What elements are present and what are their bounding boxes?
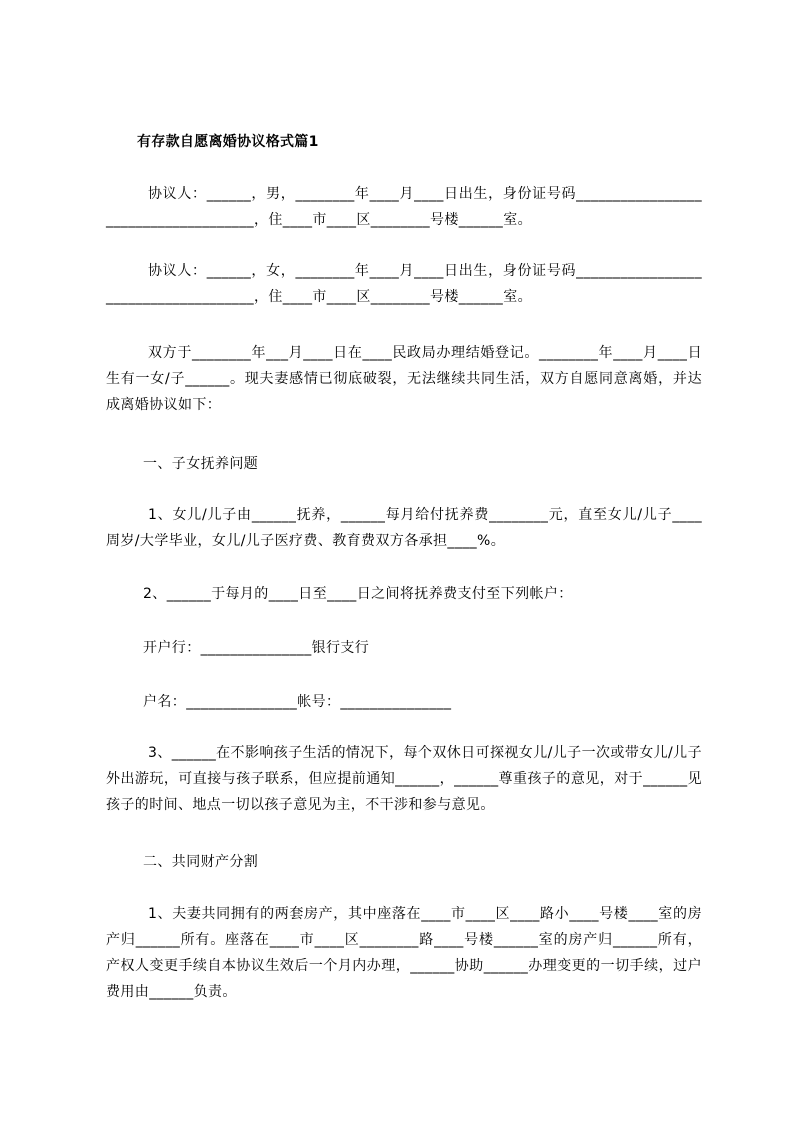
document-title: 有存款自愿离婚协议格式篇1 — [137, 134, 319, 150]
property-item-1: 1、夫妻共同拥有的两套房产，其中座落在____市____区____路小____号楼____室的房产归______所有。座落在____市____区________路____号楼______室的房产归______所有，产权人变更手续自本协议生效后一个月内办理，______协助______办理变更的一切手续，过户费用由______负责。 — [106, 906, 702, 1000]
section1-heading: 一、子女抚养问题 — [143, 456, 259, 472]
marriage-paragraph: 双方于________年___月____日在____民政局办理结婚登记。________年____月____日生有一女/子______。现夫妻感情已彻底破裂，无法继续共同生活，双方自愿同意离婚，并达成离婚协议如下： — [106, 345, 702, 413]
account-line: 户名：_______________帐号：_______________ — [143, 694, 452, 710]
section2-heading: 二、共同财产分割 — [143, 854, 259, 870]
child-custody-item-1: 1、女儿/儿子由______抚养，______每月给付抚养费________元，直至女儿/儿子____周岁/大学毕业，女儿/儿子医疗费、教育费双方各承担____%。 — [106, 507, 702, 549]
child-custody-item-3: 3、______在不影响孩子生活的情况下，每个双休日可探视女儿/儿子一次或带女儿/儿子外出游玩，可直接与孩子联系，但应提前通知______，______尊重孩子的意见，对于______见孩子的时间、地点一切以孩子意见为主，不干涉和参与意见。 — [106, 745, 702, 813]
party2-paragraph: 协议人：______，女，________年____月____日出生，身份证号码_____________________________________，住____市____区________号楼______室。 — [106, 263, 702, 305]
child-custody-item-2: 2、______于每月的____日至____日之间将抚养费支付至下列帐户： — [143, 586, 573, 602]
bank-line: 开户行：_______________银行支行 — [143, 640, 370, 656]
party1-paragraph: 协议人：______，男，________年____月____日出生，身份证号码_____________________________________，住____市____区________号楼______室。 — [106, 186, 702, 228]
